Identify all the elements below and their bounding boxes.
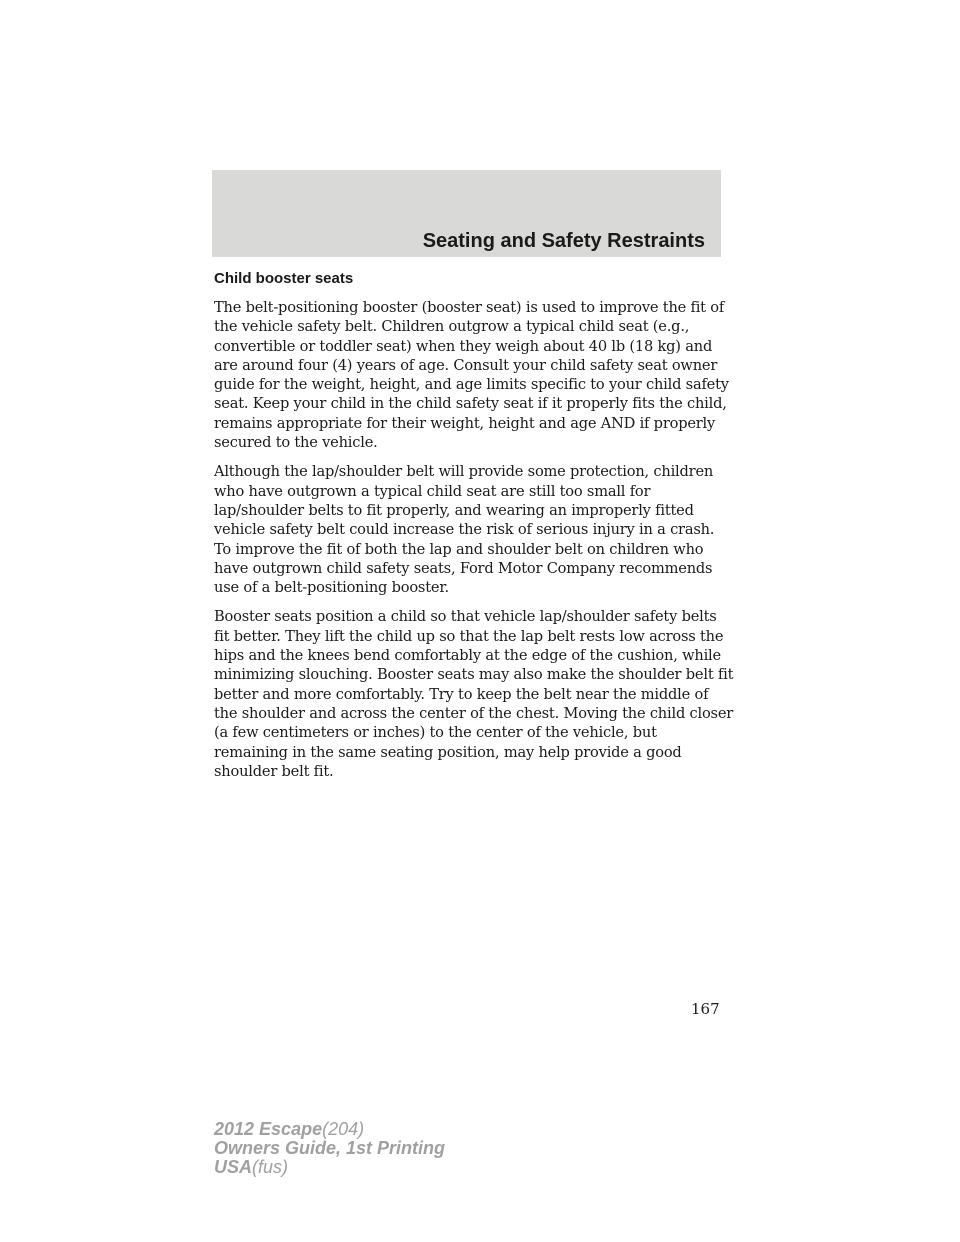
page-title: Seating and Safety Restraints: [422, 230, 705, 252]
footer-line-2: [214, 1139, 445, 1158]
paragraph-1: The belt-positioning booster (booster seat) is used to improve the fit of the vehicle safety belt. Children outgrow a typical child seat (e.g., convertible or toddler seat) when they weigh about 40 lb (18 kg) and are around four (4) years of age. Consult your child safety seat owner guide for the weight, height, and age limits specific to your child safety seat. Keep your child in the child safety seat if it properly fits the child, remains appropriate for their weight, height and age AND if properly secured to the vehicle.: [214, 299, 729, 452]
section-heading: Child booster seats: [214, 270, 354, 287]
footer-printing: Owners Guide, 1st Printing: [214, 1138, 446, 1158]
footer-line-1: [214, 1120, 445, 1139]
footer: [214, 1120, 445, 1177]
header-band: [212, 170, 721, 257]
footer-model-code: (204): [322, 1119, 365, 1139]
footer-market-code: (fus): [252, 1157, 289, 1177]
footer-line-3: [214, 1158, 445, 1177]
paragraph-2: Although the lap/shoulder belt will provide some protection, children who have outgrown a typical child seat are still too small for lap/shoulder belts to fit properly, and wearing an improperly fitted vehicle safety belt could increase the risk of serious injury in a crash. To improve the fit of both the lap and shoulder belt on children who have outgrown child safety seats, Ford Motor Company recommends use of a belt-positioning booster.: [214, 463, 715, 597]
paragraph-3: Booster seats position a child so that vehicle lap/shoulder safety belts fit better. They lift the child up so that the lap belt rests low across the hips and the knees bend comfortably at the edge of the cushion, while minimizing slouching. Booster seats may also make the shoulder belt fit better and more comfortably. Try to keep the belt near the middle of the shoulder and across the center of the chest. Moving the child closer (a few centimeters or inches) to the center of the vehicle, but remaining in the same seating position, may help provide a good shoulder belt fit.: [214, 608, 734, 780]
page-number: 167: [691, 1000, 720, 1018]
footer-model: 2012 Escape: [214, 1119, 323, 1139]
main-content: [214, 270, 734, 791]
footer-market: USA: [214, 1157, 253, 1177]
